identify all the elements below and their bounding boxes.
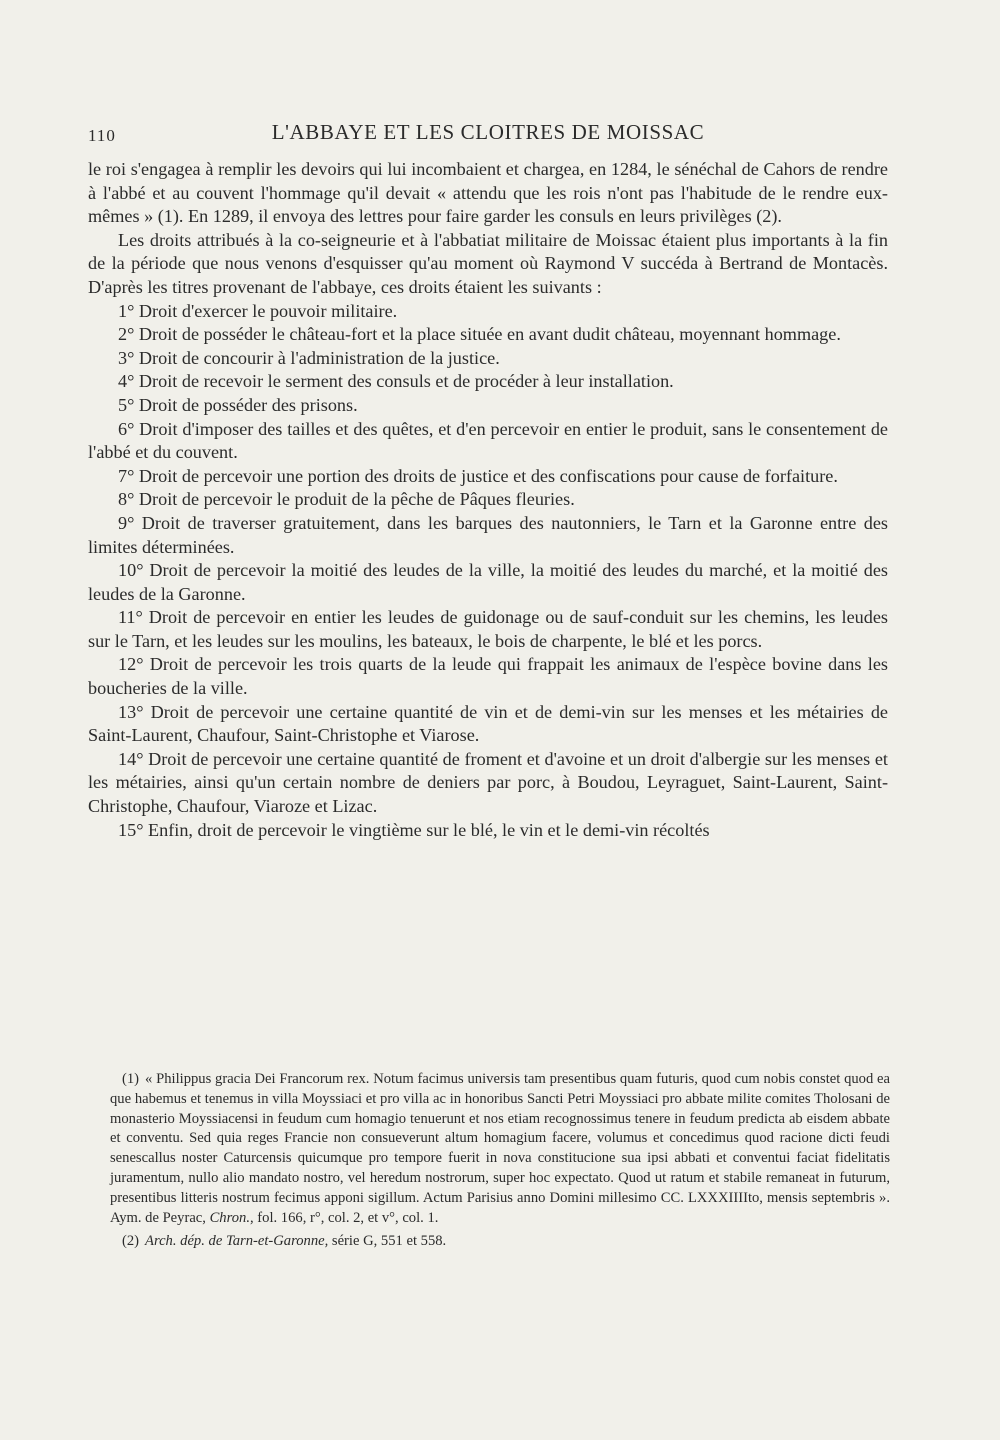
page-number: 110	[88, 126, 116, 145]
footnote-number: (2)	[122, 1233, 140, 1250]
page	[88, 120, 888, 842]
page-header	[88, 120, 888, 158]
footnote-2	[110, 1232, 890, 1252]
list-item: 5° Droit de posséder des prisons.	[118, 394, 358, 415]
list-item: 13° Droit de percevoir une certaine quantité de vin et de demi-vin sur les menses et les métairies de Saint-Laurent, Chaufour, Saint-Christophe et Viarose.	[88, 701, 888, 746]
footnote-text: « Philippus gracia Dei Francorum rex. Notum facimus universis tam presentibus quam futuris, quod cum nobis constet quod ea que habemus et tenemus in villa Moyssiaci et pro villa ac in honoribus Sancti Petri Moyssiaci pro abbate milite comites Tholosani de monasterio Moyssiacensi in feudum cum homagio tenuerunt et nos etiam recognossimus tenere in feudum predicta ab eisdem abbate et conventu. Sed quia reges Francie non consueverunt altum homagium facere, volumus et concedimus quod racione dicti feudi senescallus noster Caturcensis quicumque pro tempore fuerit in nova constitucione sua ipsi abbati et conventui faciat fidelitatis juramentum, nullo alio mandato nostro, vel heredum nostrorum, super hoc expectato. Quod ut ratum et stabile remaneat in futurum, presentibus litteris nostrum fecimus apponi sigillum. Actum Parisius anno Domini millesimo CC. LXXXIIIIto, mensis septembris ». Aym. de Peyrac,	[110, 1071, 890, 1226]
footnote-number: (1)	[122, 1071, 140, 1087]
paragraph: le roi s'engagea à remplir les devoirs qui lui incombaient et chargea, en 1284, le sénéchal de Cahors de rendre à l'abbé et au couvent l'hommage qu'il devait « attendu que les rois n'ont pas l'habitude de le rendre eux-mêmes » (1). En 1289, il envoya des lettres pour faire garder les consuls en leurs privilèges (2).	[88, 159, 888, 227]
list-item: 8° Droit de percevoir le produit de la pêche de Pâques fleuries.	[118, 489, 575, 510]
footnote-1	[110, 1070, 890, 1228]
list-item: 6° Droit d'imposer des tailles et des quêtes, et d'en percevoir en entier le produit, sans le consentement de l'abbé et du couvent.	[88, 418, 888, 463]
list-item: 11° Droit de percevoir en entier les leudes de guidonage ou de sauf-conduit sur les chemins, les leudes sur le Tarn, et les leudes sur les moulins, les bateaux, le bois de charpente, le blé et les porcs.	[88, 607, 888, 651]
list-item: 4° Droit de recevoir le serment des consuls et de procéder à leur installation.	[118, 371, 674, 392]
list-item: 10° Droit de percevoir la moitié des leudes de la ville, la moitié des leudes du marché, et la moitié des leudes de la Garonne.	[88, 560, 888, 604]
list-item: 15° Enfin, droit de percevoir le vingtième sur le blé, le vin et le demi-vin récoltés	[118, 819, 710, 840]
list-item: 3° Droit de concourir à l'administration de la justice.	[118, 347, 500, 368]
list-item: 9° Droit de traverser gratuitement, dans les barques des nautonniers, le Tarn et la Garonne entre des limites déterminées.	[88, 512, 888, 557]
running-title: L'ABBAYE ET LES CLOITRES DE MOISSAC	[271, 120, 705, 144]
list-item: 7° Droit de percevoir une portion des droits de justice et des confiscations pour cause de forfaiture.	[118, 465, 838, 486]
list-item: 12° Droit de percevoir les trois quarts de la leude qui frappait les animaux de l'espèce bovine dans les boucheries de la ville.	[88, 654, 888, 699]
paragraph: Les droits attribués à la co-seigneurie et à l'abbatiat militaire de Moissac étaient plus importants à la fin de la période que nous venons d'esquisser qu'au moment où Raymond V succéda à Bertrand de Montacès. D'après les titres provenant de l'abbaye, ces droits étaient les suivants :	[88, 229, 888, 297]
list-item: 2° Droit de posséder le château-fort et la place située en avant dudit château, moyennant hommage.	[118, 324, 841, 345]
footnotes	[110, 1070, 890, 1256]
footnote-source: Arch. dép. de Tarn-et-Garonne,	[145, 1233, 329, 1250]
footnote-source: Chron.	[209, 1209, 250, 1226]
footnote-source-details: série G, 551 et 558.	[328, 1233, 447, 1250]
list-item: 1° Droit d'exercer le pouvoir militaire.	[118, 300, 398, 321]
list-item: 14° Droit de percevoir une certaine quantité de froment et d'avoine et un droit d'albergie sur les menses et les métairies, ainsi qu'un certain nombre de deniers par porc, à Boudou, Leyraguet, Saint-Laurent, Saint-Christophe, Chaufour, Viaroze et Lizac.	[88, 748, 888, 817]
body-text	[88, 158, 888, 842]
footnote-source-details: , fol. 166, r°, col. 2, et v°, col. 1.	[250, 1209, 439, 1226]
